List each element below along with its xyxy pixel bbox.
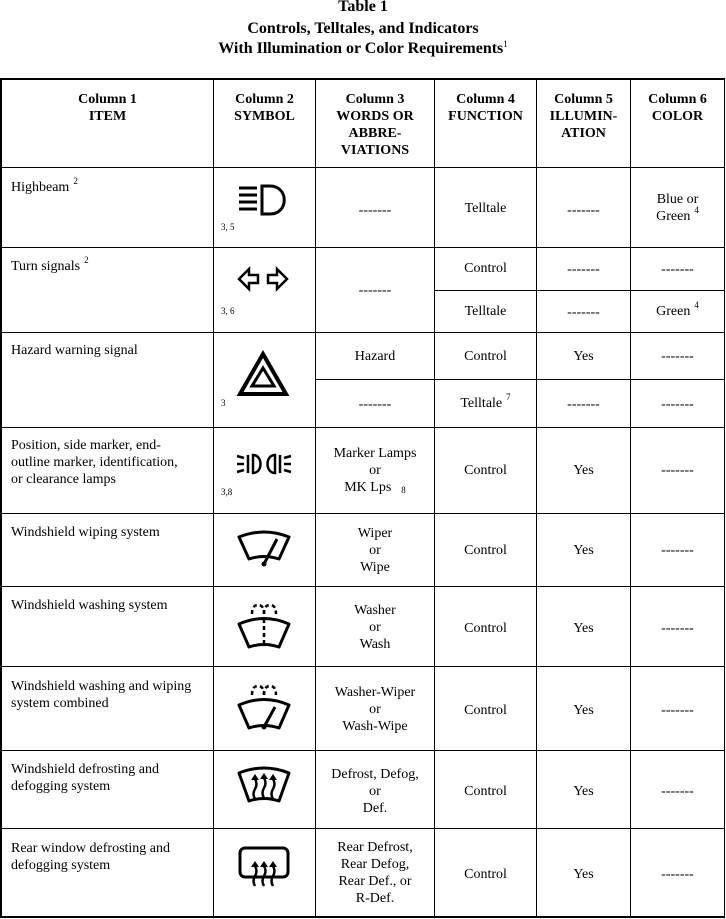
position-color: -------: [661, 463, 694, 478]
rear-defrost-illumination: Yes: [573, 867, 594, 882]
header-col3: Column 3 WORDS OR ABBRE- VIATIONS: [336, 92, 414, 158]
table-title: Table 1: [338, 0, 388, 15]
washwipe-words: Washer-Wiper or Wash-Wipe: [334, 685, 416, 734]
row-rear-defrost-item: Rear window defrosting and defogging system: [11, 841, 171, 873]
washing-color: -------: [661, 621, 694, 636]
position-function: Control: [464, 463, 507, 478]
hazard-telltale-function: Telltale $^7$: [460, 392, 511, 411]
marker-lamps-icon: [236, 451, 292, 477]
table-subtitle: Controls, Telltales, and Indicators: [247, 20, 479, 37]
hazard-control-words: Hazard: [354, 349, 396, 364]
header-col5: Column 5 ILLUMIN- ATION: [549, 92, 618, 141]
highbeam-icon: [235, 183, 295, 217]
defrost-illumination: Yes: [573, 784, 594, 799]
washing-words: Washer or Wash: [354, 603, 396, 652]
row-defrost-item: Windshield defrosting and defogging system: [11, 762, 159, 794]
wiping-color: -------: [661, 543, 694, 558]
hazard-control-color: -------: [661, 349, 694, 364]
turn-control-function: Control: [464, 261, 507, 276]
hazard-telltale-color: -------: [661, 397, 694, 412]
defrost-function: Control: [464, 784, 507, 799]
position-words: Marker Lamps or MK Lps 8: [333, 446, 417, 495]
rear-defrost-color: -------: [661, 867, 694, 882]
windshield-washer-icon: [236, 602, 292, 656]
wiping-function: Control: [464, 543, 507, 558]
highbeam-color: Blue or Green $^4$: [656, 192, 699, 224]
defrost-words: Defrost, Defog, or Def.: [331, 767, 419, 816]
turn-telltale-illumination: -------: [567, 305, 600, 320]
washing-function: Control: [464, 621, 507, 636]
turn-control-illumination: -------: [567, 262, 600, 277]
row-washwipe-item: Windshield washing and wiping system combined: [11, 679, 192, 711]
table-subtitle-2: With Illumination or Color Requirements$^1$: [218, 39, 508, 57]
row-hazard-item: Hazard warning signal: [11, 343, 138, 358]
washwipe-illumination: Yes: [573, 703, 594, 718]
windshield-defrost-icon: [236, 765, 292, 807]
position-illumination: Yes: [573, 463, 594, 478]
position-symbol-note: 3,8: [221, 487, 233, 497]
rear-defrost-function: Control: [464, 867, 507, 882]
washer-wiper-icon: [236, 683, 292, 737]
header-col1: Column 1 ITEM: [78, 92, 137, 124]
highbeam-function: Telltale: [464, 201, 507, 216]
highbeam-illumination: -------: [567, 203, 600, 218]
turn-words: -------: [358, 283, 392, 298]
wiping-illumination: Yes: [573, 543, 594, 558]
turn-symbol-note: 3, 6: [221, 306, 235, 316]
header-col2: Column 2 SYMBOL: [234, 92, 295, 124]
turn-telltale-function: Telltale: [464, 304, 507, 319]
hazard-triangle-icon: [237, 351, 289, 397]
hazard-control-function: Control: [464, 349, 507, 364]
rear-defrost-words: Rear Defrost, Rear Defog, Rear Def., or R-Def.: [337, 840, 413, 906]
turn-signal-arrows-icon: [237, 266, 289, 292]
washwipe-function: Control: [464, 703, 507, 718]
row-turn-signals-item: Turn signals $^2$: [11, 255, 89, 274]
washwipe-color: -------: [661, 703, 694, 718]
row-wiping-item: Windshield wiping system: [11, 525, 160, 540]
hazard-control-illumination: Yes: [573, 349, 594, 364]
highbeam-words: -------: [358, 203, 392, 218]
turn-control-color: -------: [661, 262, 694, 277]
header-col4: Column 4 FUNCTION: [448, 92, 523, 124]
rear-defrost-icon: [237, 845, 291, 889]
washing-illumination: Yes: [573, 621, 594, 636]
hazard-telltale-illumination: -------: [567, 397, 600, 412]
hazard-telltale-words: -------: [358, 397, 392, 412]
header-col6: Column 6 COLOR: [648, 92, 707, 124]
wiping-words: Wiper or Wipe: [357, 526, 393, 575]
defrost-color: -------: [661, 784, 694, 799]
row-washing-item: Windshield washing system: [11, 598, 168, 613]
row-highbeam-item: Highbeam $^2$: [11, 176, 78, 195]
hazard-symbol-note: 3: [221, 398, 226, 408]
row-position-lamps-item: Position, side marker, end- outline marker, identification, or clearance lamps: [11, 438, 178, 487]
windshield-wiper-icon: [236, 529, 292, 569]
turn-telltale-color: Green $^4$: [656, 300, 699, 319]
highbeam-symbol-note: 3, 5: [221, 222, 235, 232]
